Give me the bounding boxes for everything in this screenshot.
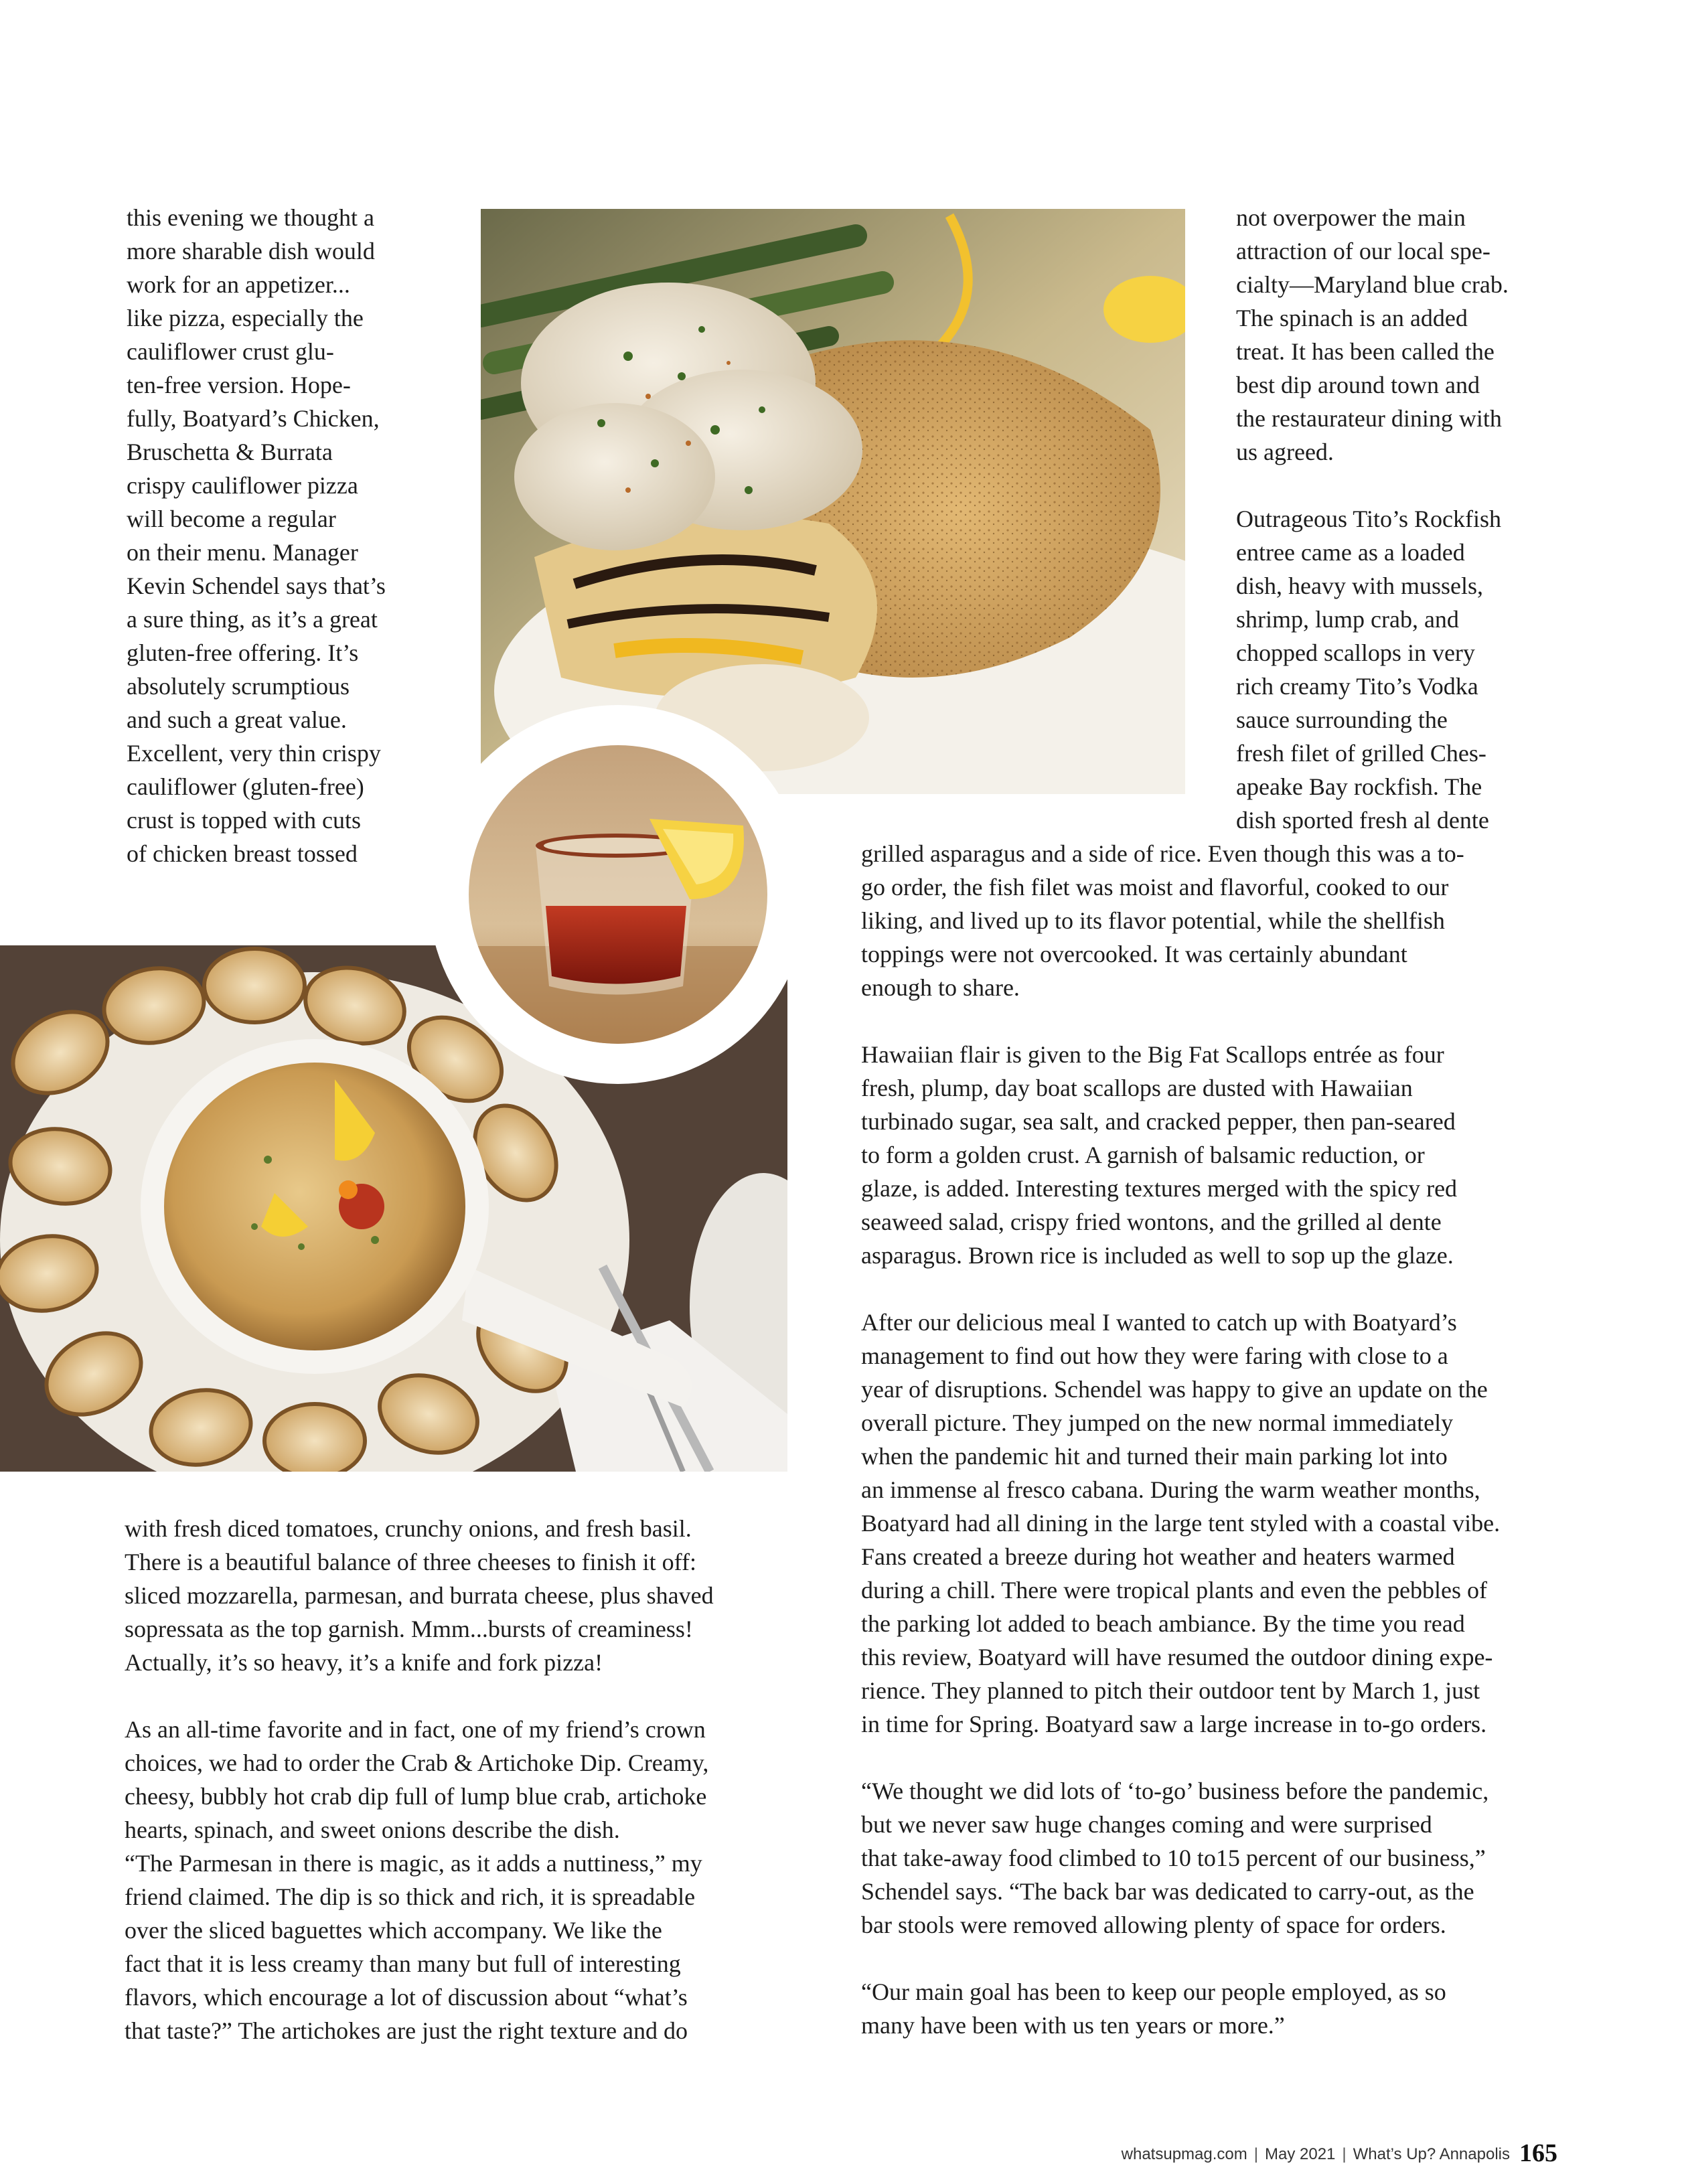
text-line: Boatyard had all dining in the large tent styled with a coastal vibe.	[861, 1510, 1501, 1537]
text-line: Bruschetta & Burrata	[127, 439, 333, 465]
text-line: chopped scallops in very	[1236, 639, 1475, 666]
text-line: toppings were not overcooked. It was certainly abundant	[861, 941, 1407, 967]
text-line: fresh, plump, day boat scallops are dusted with Hawaiian	[861, 1075, 1413, 1101]
paragraph-break	[861, 1942, 1500, 1975]
footer-issue: May 2021	[1264, 2145, 1336, 2163]
footer-magazine: What’s Up? Annapolis	[1353, 2145, 1510, 2163]
text-line: to form a golden crust. A garnish of balsamic reduction, or	[861, 1142, 1425, 1168]
paragraph-break	[125, 1679, 714, 1713]
text-line: There is a beautiful balance of three cheeses to finish it off:	[125, 1549, 696, 1575]
text-line: seaweed salad, crispy fried wontons, and the grilled al dente	[861, 1208, 1442, 1235]
text-line: rience. They planned to pitch their outdoor tent by March 1, just	[861, 1677, 1480, 1704]
text-line: dish, heavy with mussels,	[1236, 572, 1483, 599]
text-line: us agreed.	[1236, 439, 1334, 465]
text-line: during a chill. There were tropical plants and even the pebbles of	[861, 1577, 1487, 1604]
text-line: fresh filet of grilled Ches-	[1236, 740, 1486, 767]
text-line: sopressata as the top garnish. Mmm...bursts of creaminess!	[125, 1616, 693, 1642]
text-line: Actually, it’s so heavy, it’s a knife and fork pizza!	[125, 1649, 603, 1676]
text-line: “We thought we did lots of ‘to-go’ business before the pandemic,	[861, 1778, 1489, 1804]
text-line: Hawaiian flair is given to the Big Fat Scallops entrée as four	[861, 1041, 1444, 1068]
text-line: enough to share.	[861, 974, 1020, 1001]
page-footer	[1122, 2138, 1557, 2168]
text-line: flavors, which encourage a lot of discussion about “what’s	[125, 1984, 688, 2011]
text-line: cauliflower (gluten-free)	[127, 773, 364, 800]
text-line: After our delicious meal I wanted to catch up with Boatyard’s	[861, 1309, 1457, 1336]
paragraph-break	[861, 1741, 1500, 1774]
text-line: the parking lot added to beach ambiance. By the time you read	[861, 1610, 1465, 1637]
text-line: grilled asparagus and a side of rice. Even though this was a to-	[861, 840, 1464, 867]
text-line: on their menu. Manager	[127, 539, 358, 566]
text-line: and such a great value.	[127, 706, 347, 733]
text-line: the restaurateur dining with	[1236, 405, 1502, 432]
footer-site: whatsupmag.com	[1121, 2145, 1247, 2163]
text-line: go order, the fish filet was moist and flavorful, cooked to our	[861, 874, 1449, 901]
text-line: of chicken breast tossed	[127, 840, 358, 867]
text-line: friend claimed. The dip is so thick and rich, it is spreadable	[125, 1883, 696, 1910]
cocktail-sauce-photo	[469, 745, 767, 1044]
text-line: this evening we thought a	[127, 204, 374, 231]
text-line: Excellent, very thin crispy	[127, 740, 381, 767]
text-line: treat. It has been called the	[1236, 338, 1495, 365]
text-line: asparagus. Brown rice is included as well to sop up the glaze.	[861, 1242, 1454, 1269]
text-line: like pizza, especially the	[127, 305, 364, 331]
text-line: overall picture. They jumped on the new normal immediately	[861, 1409, 1454, 1436]
text-line: Kevin Schendel says that’s	[127, 572, 386, 599]
text-line: best dip around town and	[1236, 372, 1480, 398]
text-line: Schendel says. “The back bar was dedicated to carry-out, as the	[861, 1878, 1474, 1905]
text-line: fully, Boatyard’s Chicken,	[127, 405, 380, 432]
text-line: management to find out how they were faring with close to a	[861, 1342, 1448, 1369]
text-line: attraction of our local spe-	[1236, 238, 1490, 264]
rockfish-crab-photo	[481, 209, 1185, 794]
text-line: crust is topped with cuts	[127, 807, 361, 834]
text-line: shrimp, lump crab, and	[1236, 606, 1459, 633]
text-line: not overpower the main	[1236, 204, 1466, 231]
text-line: fact that it is less creamy than many but full of interesting	[125, 1950, 681, 1977]
text-line: in time for Spring. Boatyard saw a large increase in to-go orders.	[861, 1711, 1487, 1737]
text-line: an immense al fresco cabana. During the warm weather months,	[861, 1476, 1480, 1503]
text-line: work for an appetizer...	[127, 271, 350, 298]
text-line: sauce surrounding the	[1236, 706, 1448, 733]
text-line: a sure thing, as it’s a great	[127, 606, 378, 633]
text-line: this review, Boatyard will have resumed the outdoor dining expe-	[861, 1644, 1493, 1670]
text-line: “Our main goal has been to keep our people employed, as so	[861, 1978, 1446, 2005]
text-line: apeake Bay rockfish. The	[1236, 773, 1482, 800]
text-line: Outrageous Tito’s Rockfish	[1236, 505, 1502, 532]
paragraph-break	[861, 1272, 1500, 1306]
text-line: crispy cauliflower pizza	[127, 472, 358, 499]
text-line: choices, we had to order the Crab & Artichoke Dip. Creamy,	[125, 1749, 709, 1776]
text-line: glaze, is added. Interesting textures merged with the spicy red	[861, 1175, 1458, 1202]
text-line: but we never saw huge changes coming and were surprised	[861, 1811, 1432, 1838]
text-line: Fans created a breeze during hot weather and heaters warmed	[861, 1543, 1455, 1570]
text-line: hearts, spinach, and sweet onions describe the dish.	[125, 1816, 620, 1843]
text-line: gluten-free offering. It’s	[127, 639, 359, 666]
text-line: will become a regular	[127, 505, 336, 532]
text-line: liking, and lived up to its flavor potential, while the shellfish	[861, 907, 1445, 934]
text-line: bar stools were removed allowing plenty of space for orders.	[861, 1912, 1446, 1938]
column-right-main	[861, 837, 1500, 2042]
text-line: with fresh diced tomatoes, crunchy onions, and fresh basil.	[125, 1515, 692, 1542]
text-line: As an all-time favorite and in fact, one of my friend’s crown	[125, 1716, 706, 1743]
paragraph-break	[1236, 469, 1509, 502]
text-line: over the sliced baguettes which accompany. We like the	[125, 1917, 662, 1944]
text-line: absolutely scrumptious	[127, 673, 350, 700]
text-line: The spinach is an added	[1236, 305, 1468, 331]
column-right-top	[1236, 201, 1509, 837]
page-number: 165	[1519, 2139, 1557, 2167]
text-line: year of disruptions. Schendel was happy to give an update on the	[861, 1376, 1488, 1403]
text-line: ten-free version. Hope-	[127, 372, 351, 398]
text-line: rich creamy Tito’s Vodka	[1236, 673, 1478, 700]
text-line: “The Parmesan in there is magic, as it adds a nuttiness,” my	[125, 1850, 702, 1877]
text-line: entree came as a loaded	[1236, 539, 1465, 566]
text-line: that take-away food climbed to 10 to15 percent of our business,”	[861, 1845, 1486, 1871]
column-left-top	[127, 201, 386, 870]
column-left-bottom	[125, 1512, 714, 2047]
footer-separator: |	[1253, 2145, 1258, 2163]
text-line: many have been with us ten years or more.”	[861, 2012, 1285, 2039]
text-line: cauliflower crust glu-	[127, 338, 334, 365]
text-line: when the pandemic hit and turned their main parking lot into	[861, 1443, 1448, 1470]
text-line: that taste?” The artichokes are just the right texture and do	[125, 2017, 688, 2044]
footer-separator: |	[1342, 2145, 1347, 2163]
paragraph-break	[861, 1004, 1500, 1038]
text-line: sliced mozzarella, parmesan, and burrata cheese, plus shaved	[125, 1582, 714, 1609]
text-line: more sharable dish would	[127, 238, 375, 264]
text-line: dish sported fresh al dente	[1236, 807, 1489, 834]
text-line: turbinado sugar, sea salt, and cracked pepper, then pan-seared	[861, 1108, 1456, 1135]
text-line: cheesy, bubbly hot crab dip full of lump blue crab, artichoke	[125, 1783, 707, 1810]
text-line: cialty—Maryland blue crab.	[1236, 271, 1509, 298]
